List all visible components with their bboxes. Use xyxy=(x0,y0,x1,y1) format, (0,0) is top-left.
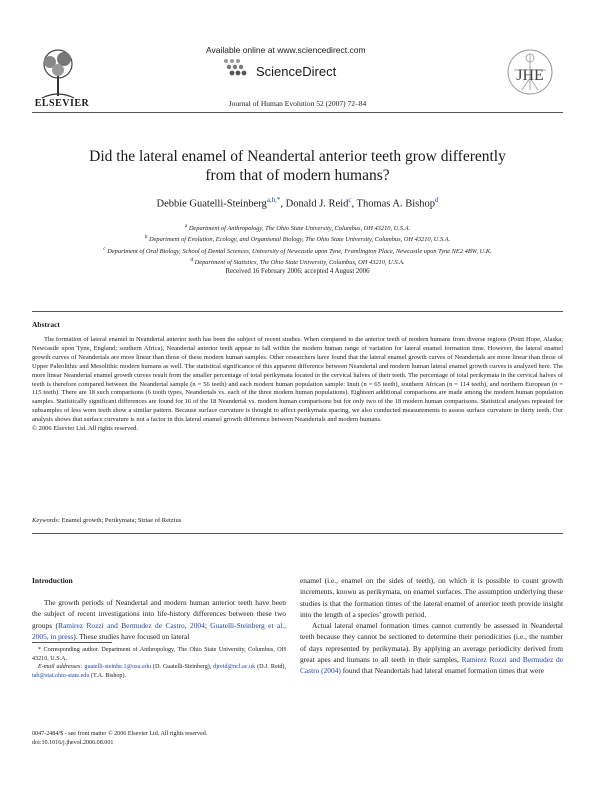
title-line-1: Did the lateral enamel of Neandertal anterior teeth grow differently xyxy=(89,148,506,165)
abstract-text: The formation of lateral enamel in Neandertal anterior teeth has been the subject of recent studies. When compared to the anterior teeth of modern humans from diverse regions (Point Hope, Alaska; Newcastle upon Tyne, England; southern Africa), Neandertal anterior teeth appear to fall within the modern human range of variation for lateral enamel formation time. However, the lateral enamel growth curves of Neandertals are more linear than those of these modern human samples. Other researchers have found that the lateral enamel growth curves of Neandertals are more linear than those of Upper Paleolithic and Mesolithic modern humans as well. The statistical significance of this apparent difference between Neandertal and modern human lateral enamel growth curves is analyzed here. The more linear Neandertal enamel growth curves result from the smaller percentage of total perikymata located in the cervical halves of their teeth. The percentage of total perikymata in the cervical halves of teeth is therefore compared between the Neandertal sample (n = 56 teeth) and each modern human population sample: Inuit (n = 65 teeth), southern African (n = 114 teeth), and northern European (n = 115 teeth). There are 18 such comparisons (6 tooth types, Neandertals vs. each of the three modern human populations). Eighteen additional comparisons are made among the modern human population samples. Statistically significant differences are found for 16 of the 18 Neandertal vs. modern human comparisons but for only two of the 18 modern human comparisons. Statistical analyses repeated for subsamples of less worn teeth show a similar pattern. Because surface curvature is thought to affect perikymata spacing, we also conducted measurements to assess surface curvature in thirty teeth. Our analysis shows that surface curvature is not a factor in this lateral enamel growth difference between Neandertals and modern humans. © 2006 Elsevier Ltd. All rights reserved. xyxy=(32,336,563,433)
elsevier-tree-logo xyxy=(32,44,84,106)
jhe-journal-logo xyxy=(500,44,560,112)
abstract-bottom-rule xyxy=(32,533,563,534)
received-dates: Received 16 February 2006; accepted 4 August 2006 xyxy=(225,268,370,275)
intro-paragraph-continued: enamel (i.e., enamel on the sides of teeth), on which it is possible to count growth increments, known as perikymata, on enamel surfaces. The assumption underlying these studies is that the formation times of the lateral enamel of anterior teeth provide insight into the length of a species’ growth period. Actual lateral enamel formation times cannot currently be assessed in Neandertal teeth because they cannot be sectioned to determine their periodicities (i.e., the number of days represented by perikymata). By applying an average periodicity derived from great apes and humans to all teeth in their samples, Ramirez Rozzi and Bermudez de Castro (2004) found that Neandertals had lateral enamel formation times that were xyxy=(300,576,563,676)
affiliation: $^d$ Department of Statistics, The Ohio State University, Columbus, OH 43210, U.S.A. xyxy=(190,257,405,267)
affiliation: $^b$ Department of Evolution, Ecology, and Organismal Biology, The Ohio State University, Columbus, OH 43210, U.S.A. xyxy=(144,234,451,244)
footnote: * Corresponding author. Department of Anthropology, The Ohio State University, Columbus, OH 43210, U.S.A. E-mail addresses: guatelli-steinbe.1@osu.edu (D. Guatelli-Steinberg), djreid@ncl.ac.uk (D.J. Reid), tab@stat.ohio-state.edu (T.A. Bishop). xyxy=(32,647,286,679)
header-rule xyxy=(32,112,563,113)
doi[interactable]: doi:10.1016/j.jhevol.2006.08.001 xyxy=(32,739,114,746)
affiliations xyxy=(30,222,565,268)
author-sup[interactable]: d xyxy=(435,196,439,204)
abstract-top-rule xyxy=(32,311,563,312)
keywords: Keywords: Enamel growth; Perikymata; Striae of Retzius xyxy=(32,517,182,524)
author-name: Donald J. Reid xyxy=(285,198,349,210)
publisher-name: ELSEVIER xyxy=(34,98,90,109)
author-sup[interactable]: c xyxy=(348,196,352,204)
email-link[interactable]: tab@stat.ohio-state.edu xyxy=(32,672,90,679)
author-sup[interactable]: a,b,* xyxy=(266,196,281,204)
issn: 0047-2484/$ - see front matter © 2006 Elsevier Ltd. All rights reserved. xyxy=(32,731,208,737)
sciencedirect-dots-icon xyxy=(222,57,252,79)
email-link[interactable]: djreid@ncl.ac.uk xyxy=(213,664,256,671)
journal-citation: Journal of Human Evolution 52 (2007) 72–84 xyxy=(228,99,367,108)
article-title xyxy=(40,147,555,185)
citation-link[interactable]: Guatelli-Steinberg et al., 2005, in press xyxy=(32,620,286,641)
title-line-2: from that of modern humans? xyxy=(205,167,390,184)
email-link[interactable]: guatelli-steinbe.1@osu.edu xyxy=(84,664,151,671)
intro-paragraph-1: The growth periods of Neandertal and modern human anterior teeth have been the subject of recent investigations into life-history differences between these two groups (Ramirez Rozzi and Bermudez de Castro, 2004; Guatelli-Steinberg et al., 2005, in press). These studies have focused on lateral xyxy=(32,598,286,641)
intro-heading: Introduction xyxy=(32,576,73,585)
jhe-logo-text: JHE xyxy=(516,67,544,84)
copyright: © 2006 Elsevier Ltd. All rights reserved. xyxy=(32,425,139,433)
affiliation: $^c$ Department of Oral Biology, School of Dental Sciences, University of Newcastle upon Tyne, Framlington Place, Newcastle upon Tyne NE2 4BW, U.K. xyxy=(103,245,492,255)
available-online-text: Available online at www.sciencedirect.com xyxy=(206,45,366,55)
affiliation: $^a$ Department of Anthropology, The Ohio State University, Columbus, OH 43210, U.S.A. xyxy=(184,223,411,233)
abstract-heading: Abstract xyxy=(32,320,60,329)
author-list: Debbie Guatelli-Steinberg$^{a,b,*}$, Donald J. Reid$^c$, Thomas A. Bishop$^d$ xyxy=(156,196,439,210)
sciencedirect-name: ScienceDirect xyxy=(256,64,337,79)
citation-link[interactable]: Ramirez Rozzi and Bermudez de Castro (2004) xyxy=(300,655,563,676)
author-name: Debbie Guatelli-Steinberg xyxy=(156,198,267,210)
footnote-rule xyxy=(32,642,112,643)
author-name: Thomas A. Bishop xyxy=(356,198,436,210)
issn-doi xyxy=(32,730,207,747)
citation-link[interactable]: Ramirez Rozzi and Bermudez de Castro, 2004 xyxy=(58,620,205,630)
